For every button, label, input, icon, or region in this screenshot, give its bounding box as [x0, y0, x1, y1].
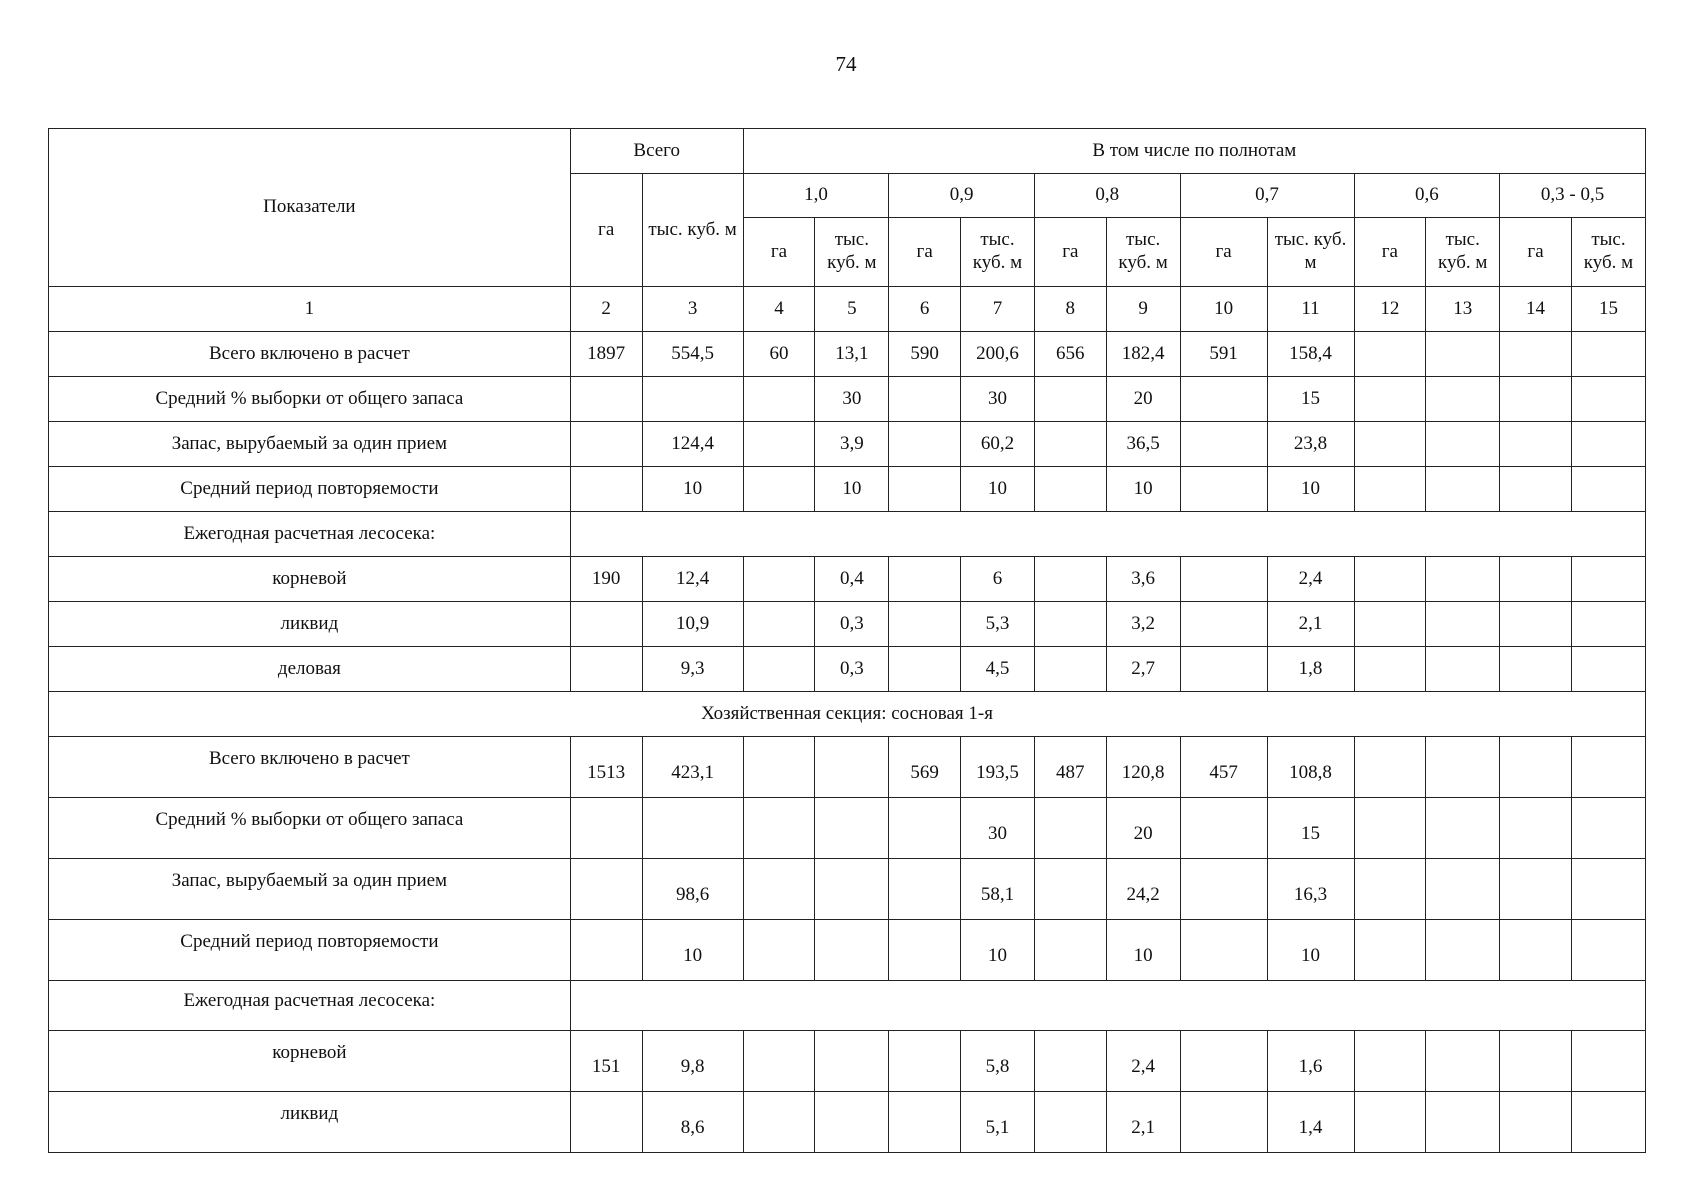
table-cell [1500, 859, 1572, 920]
table-cell [1180, 602, 1267, 647]
table-cell [1500, 557, 1572, 602]
table-cell: 1897 [570, 332, 642, 377]
table-cell: 120,8 [1106, 737, 1180, 798]
table-cell [889, 1031, 961, 1092]
table-cell [1571, 1092, 1645, 1153]
table-cell: 5,8 [961, 1031, 1035, 1092]
table-cell [743, 859, 815, 920]
table-cell [1034, 920, 1106, 981]
empty-span-cell [570, 512, 1645, 557]
table-cell: 2,4 [1106, 1031, 1180, 1092]
column-number: 6 [889, 287, 961, 332]
row-label: Всего включено в расчет [49, 332, 571, 377]
table-cell [743, 1092, 815, 1153]
header-unit-ha: га [1180, 218, 1267, 287]
table-cell: 10 [815, 467, 889, 512]
table-cell: 23,8 [1267, 422, 1354, 467]
table-cell: 58,1 [961, 859, 1035, 920]
table-cell [1426, 1092, 1500, 1153]
table-cell: 12,4 [642, 557, 743, 602]
table-cell [570, 602, 642, 647]
table-cell [743, 377, 815, 422]
column-number: 2 [570, 287, 642, 332]
table-row [49, 602, 1646, 647]
table-cell: 10 [1106, 467, 1180, 512]
table-cell: 1,8 [1267, 647, 1354, 692]
table-cell [1354, 557, 1426, 602]
table-cell: 0,4 [815, 557, 889, 602]
table-cell: 0,3 [815, 602, 889, 647]
table-cell [743, 602, 815, 647]
table-cell [1571, 602, 1645, 647]
table-cell [1500, 332, 1572, 377]
table-cell [743, 798, 815, 859]
allowable-cut-table [48, 128, 1646, 1153]
table-cell [815, 737, 889, 798]
column-number: 8 [1034, 287, 1106, 332]
table-cell [889, 422, 961, 467]
table-cell: 200,6 [961, 332, 1035, 377]
table-cell [743, 422, 815, 467]
table-cell [1180, 798, 1267, 859]
table-cell [642, 798, 743, 859]
table-cell [1034, 1031, 1106, 1092]
table-cell [889, 647, 961, 692]
table-cell: 5,1 [961, 1092, 1035, 1153]
table-cell [1034, 557, 1106, 602]
row-label: Средний период повторяемости [49, 467, 571, 512]
header-by-density: В том числе по полнотам [743, 129, 1645, 174]
header-unit-ha: га [1034, 218, 1106, 287]
table-cell: 30 [815, 377, 889, 422]
header-unit-ha: га [1354, 218, 1426, 287]
table-cell [1426, 422, 1500, 467]
table-cell [570, 422, 642, 467]
column-number: 10 [1180, 287, 1267, 332]
table-cell: 0,3 [815, 647, 889, 692]
table-cell: 1513 [570, 737, 642, 798]
table-cell [1180, 557, 1267, 602]
table-cell: 1,6 [1267, 1031, 1354, 1092]
table-row [49, 920, 1646, 981]
table-cell [743, 1031, 815, 1092]
table-cell: 2,7 [1106, 647, 1180, 692]
header-unit-volume: тыс. куб. м [961, 218, 1035, 287]
row-label: ликвид [49, 602, 571, 647]
table-cell: 193,5 [961, 737, 1035, 798]
table-cell [1571, 920, 1645, 981]
table-cell [889, 798, 961, 859]
table-cell: 10 [642, 920, 743, 981]
table-cell: 2,4 [1267, 557, 1354, 602]
table-cell [1354, 467, 1426, 512]
table-row [49, 737, 1646, 798]
row-label: Запас, вырубаемый за один прием [49, 422, 571, 467]
table-cell: 182,4 [1106, 332, 1180, 377]
table-cell [889, 920, 961, 981]
header-density: 0,7 [1180, 174, 1354, 218]
table-cell: 15 [1267, 798, 1354, 859]
table-cell [1034, 422, 1106, 467]
table-cell: 108,8 [1267, 737, 1354, 798]
table-cell [1571, 467, 1645, 512]
row-label: деловая [49, 647, 571, 692]
table-cell [1571, 647, 1645, 692]
table-cell [1571, 332, 1645, 377]
table-cell [570, 377, 642, 422]
table-cell [1354, 647, 1426, 692]
header-unit-volume: тыс. куб. м [1267, 218, 1354, 287]
column-number: 11 [1267, 287, 1354, 332]
row-label: Средний период повторяемости [49, 920, 571, 981]
table-cell [1426, 647, 1500, 692]
table-cell: 569 [889, 737, 961, 798]
table-cell [1426, 332, 1500, 377]
table-cell: 10,9 [642, 602, 743, 647]
header-indicators: Показатели [49, 129, 571, 287]
table-cell [570, 920, 642, 981]
table-cell: 10 [961, 920, 1035, 981]
table-cell [1180, 377, 1267, 422]
table-cell [1180, 920, 1267, 981]
table-cell [815, 1092, 889, 1153]
table-cell: 3,9 [815, 422, 889, 467]
table-cell [1354, 332, 1426, 377]
table-cell: 98,6 [642, 859, 743, 920]
block-pine-cut [49, 1031, 1646, 1153]
table-cell [1571, 737, 1645, 798]
table-cell: 4,5 [961, 647, 1035, 692]
row-label: Средний % выборки от общего запаса [49, 798, 571, 859]
table-cell: 423,1 [642, 737, 743, 798]
table-cell [1500, 798, 1572, 859]
table-cell: 10 [1267, 467, 1354, 512]
table-cell [1180, 422, 1267, 467]
row-label: Средний % выборки от общего запаса [49, 377, 571, 422]
table-cell: 5,3 [961, 602, 1035, 647]
table-row [49, 377, 1646, 422]
table-cell [1354, 859, 1426, 920]
row-label: Всего включено в расчет [49, 737, 571, 798]
table-cell: 2,1 [1267, 602, 1354, 647]
block-pine-section [49, 737, 1646, 981]
table-cell [815, 798, 889, 859]
table-cell: 15 [1267, 377, 1354, 422]
table-cell [1034, 602, 1106, 647]
table-cell [1354, 602, 1426, 647]
table-cell: 2,1 [1106, 1092, 1180, 1153]
table-cell [1571, 422, 1645, 467]
table-cell [815, 920, 889, 981]
table-cell: 30 [961, 377, 1035, 422]
table-cell [1426, 798, 1500, 859]
column-number: 12 [1354, 287, 1426, 332]
table-cell [1500, 737, 1572, 798]
header-unit-ha: га [743, 218, 815, 287]
table-cell [1354, 737, 1426, 798]
table-cell [1034, 377, 1106, 422]
table-cell [1180, 467, 1267, 512]
row-label: Запас, вырубаемый за один прием [49, 859, 571, 920]
table-cell [815, 1031, 889, 1092]
table-cell: 10 [961, 467, 1035, 512]
header-density: 1,0 [743, 174, 889, 218]
column-number: 14 [1500, 287, 1572, 332]
table-cell: 10 [1106, 920, 1180, 981]
table-cell: 60 [743, 332, 815, 377]
table-cell: 457 [1180, 737, 1267, 798]
table-row [49, 798, 1646, 859]
table-cell: 656 [1034, 332, 1106, 377]
table-cell [1500, 920, 1572, 981]
header-density: 0,8 [1034, 174, 1180, 218]
column-number-row [49, 287, 1646, 332]
table-row [49, 332, 1646, 377]
table-cell [1571, 859, 1645, 920]
table-cell [889, 467, 961, 512]
table-cell [570, 1092, 642, 1153]
table-cell [1034, 647, 1106, 692]
row-label: корневой [49, 1031, 571, 1092]
header-unit-volume: тыс. куб. м [1106, 218, 1180, 287]
table-cell: 190 [570, 557, 642, 602]
table-cell [1180, 1031, 1267, 1092]
table-cell: 13,1 [815, 332, 889, 377]
table-cell [1500, 602, 1572, 647]
table-cell [889, 377, 961, 422]
table-cell: 60,2 [961, 422, 1035, 467]
table-cell [1426, 467, 1500, 512]
table-row [49, 557, 1646, 602]
table-cell: 9,8 [642, 1031, 743, 1092]
block-total [49, 332, 1646, 512]
table-cell [1426, 377, 1500, 422]
table-cell: 487 [1034, 737, 1106, 798]
table-row [49, 859, 1646, 920]
table-cell: 8,6 [642, 1092, 743, 1153]
section-title: Хозяйственная секция: сосновая 1-я [49, 692, 1646, 737]
table-cell: 10 [1267, 920, 1354, 981]
header-unit-ha: га [889, 218, 961, 287]
table-cell [1500, 422, 1572, 467]
header-density: 0,3 - 0,5 [1500, 174, 1646, 218]
table-cell [743, 737, 815, 798]
table-cell [1426, 557, 1500, 602]
page-number: 74 [835, 52, 857, 76]
header-total: Всего [570, 129, 743, 174]
block-total-cut [49, 557, 1646, 692]
table-row [49, 1092, 1646, 1153]
table-cell [642, 377, 743, 422]
table-cell: 554,5 [642, 332, 743, 377]
table-cell [1354, 1031, 1426, 1092]
table-cell [1426, 1031, 1500, 1092]
row-label: корневой [49, 557, 571, 602]
header-unit-volume: тыс. куб. м [1571, 218, 1645, 287]
column-number: 9 [1106, 287, 1180, 332]
column-number: 15 [1571, 287, 1645, 332]
table-cell [1034, 798, 1106, 859]
table-row [49, 647, 1646, 692]
header-total-volume: тыс. куб. м [642, 174, 743, 287]
table-cell: 10 [642, 467, 743, 512]
header-density: 0,6 [1354, 174, 1500, 218]
table-cell [889, 859, 961, 920]
column-number: 13 [1426, 287, 1500, 332]
table-cell [743, 467, 815, 512]
table-cell [1034, 1092, 1106, 1153]
table-cell: 36,5 [1106, 422, 1180, 467]
table-cell [1354, 422, 1426, 467]
table-cell: 20 [1106, 798, 1180, 859]
column-number: 4 [743, 287, 815, 332]
table-cell: 24,2 [1106, 859, 1180, 920]
table-cell: 590 [889, 332, 961, 377]
table-cell [743, 557, 815, 602]
table-cell: 16,3 [1267, 859, 1354, 920]
column-number: 7 [961, 287, 1035, 332]
table-cell [889, 1092, 961, 1153]
table-cell [570, 647, 642, 692]
table-cell [743, 920, 815, 981]
header-unit-volume: тыс. куб. м [1426, 218, 1500, 287]
table-cell [570, 467, 642, 512]
table-row [49, 467, 1646, 512]
row-label: ликвид [49, 1092, 571, 1153]
table-cell [1034, 467, 1106, 512]
table-cell [1571, 798, 1645, 859]
table-cell: 6 [961, 557, 1035, 602]
table-cell: 1,4 [1267, 1092, 1354, 1153]
table-cell: 20 [1106, 377, 1180, 422]
header-unit-ha: га [1500, 218, 1572, 287]
table-cell [1571, 1031, 1645, 1092]
empty-span-cell [570, 981, 1645, 1031]
header-unit-volume: тыс. куб. м [815, 218, 889, 287]
table-cell: 591 [1180, 332, 1267, 377]
table-cell [570, 859, 642, 920]
table-cell [1500, 377, 1572, 422]
annual-cut-label: Ежегодная расчетная лесосека: [49, 981, 571, 1031]
table-cell [1034, 859, 1106, 920]
table-cell [1426, 859, 1500, 920]
table-cell [1426, 737, 1500, 798]
header-density: 0,9 [889, 174, 1035, 218]
column-number: 1 [49, 287, 571, 332]
table-cell [1354, 798, 1426, 859]
header-total-ha: га [570, 174, 642, 287]
table-cell [889, 557, 961, 602]
table-cell [1426, 920, 1500, 981]
table-cell: 30 [961, 798, 1035, 859]
table-cell [1180, 859, 1267, 920]
table-cell [1354, 1092, 1426, 1153]
table-cell [1500, 1031, 1572, 1092]
table-row [49, 422, 1646, 467]
table-cell: 158,4 [1267, 332, 1354, 377]
annual-cut-label: Ежегодная расчетная лесосека: [49, 512, 571, 557]
table-row [49, 1031, 1646, 1092]
table-cell [570, 798, 642, 859]
table-cell: 9,3 [642, 647, 743, 692]
table-cell [815, 859, 889, 920]
column-number: 5 [815, 287, 889, 332]
column-number: 3 [642, 287, 743, 332]
table-cell [1500, 467, 1572, 512]
table-cell [1571, 377, 1645, 422]
table-cell [1571, 557, 1645, 602]
table-cell: 124,4 [642, 422, 743, 467]
table-cell [1354, 377, 1426, 422]
table-cell: 3,2 [1106, 602, 1180, 647]
table-cell [1354, 920, 1426, 981]
table-cell: 151 [570, 1031, 642, 1092]
table-cell [1180, 647, 1267, 692]
table-cell [889, 602, 961, 647]
table-cell [1500, 647, 1572, 692]
table-cell [1426, 602, 1500, 647]
table-cell [1180, 1092, 1267, 1153]
table-cell [1500, 1092, 1572, 1153]
table-cell [743, 647, 815, 692]
table-cell: 3,6 [1106, 557, 1180, 602]
